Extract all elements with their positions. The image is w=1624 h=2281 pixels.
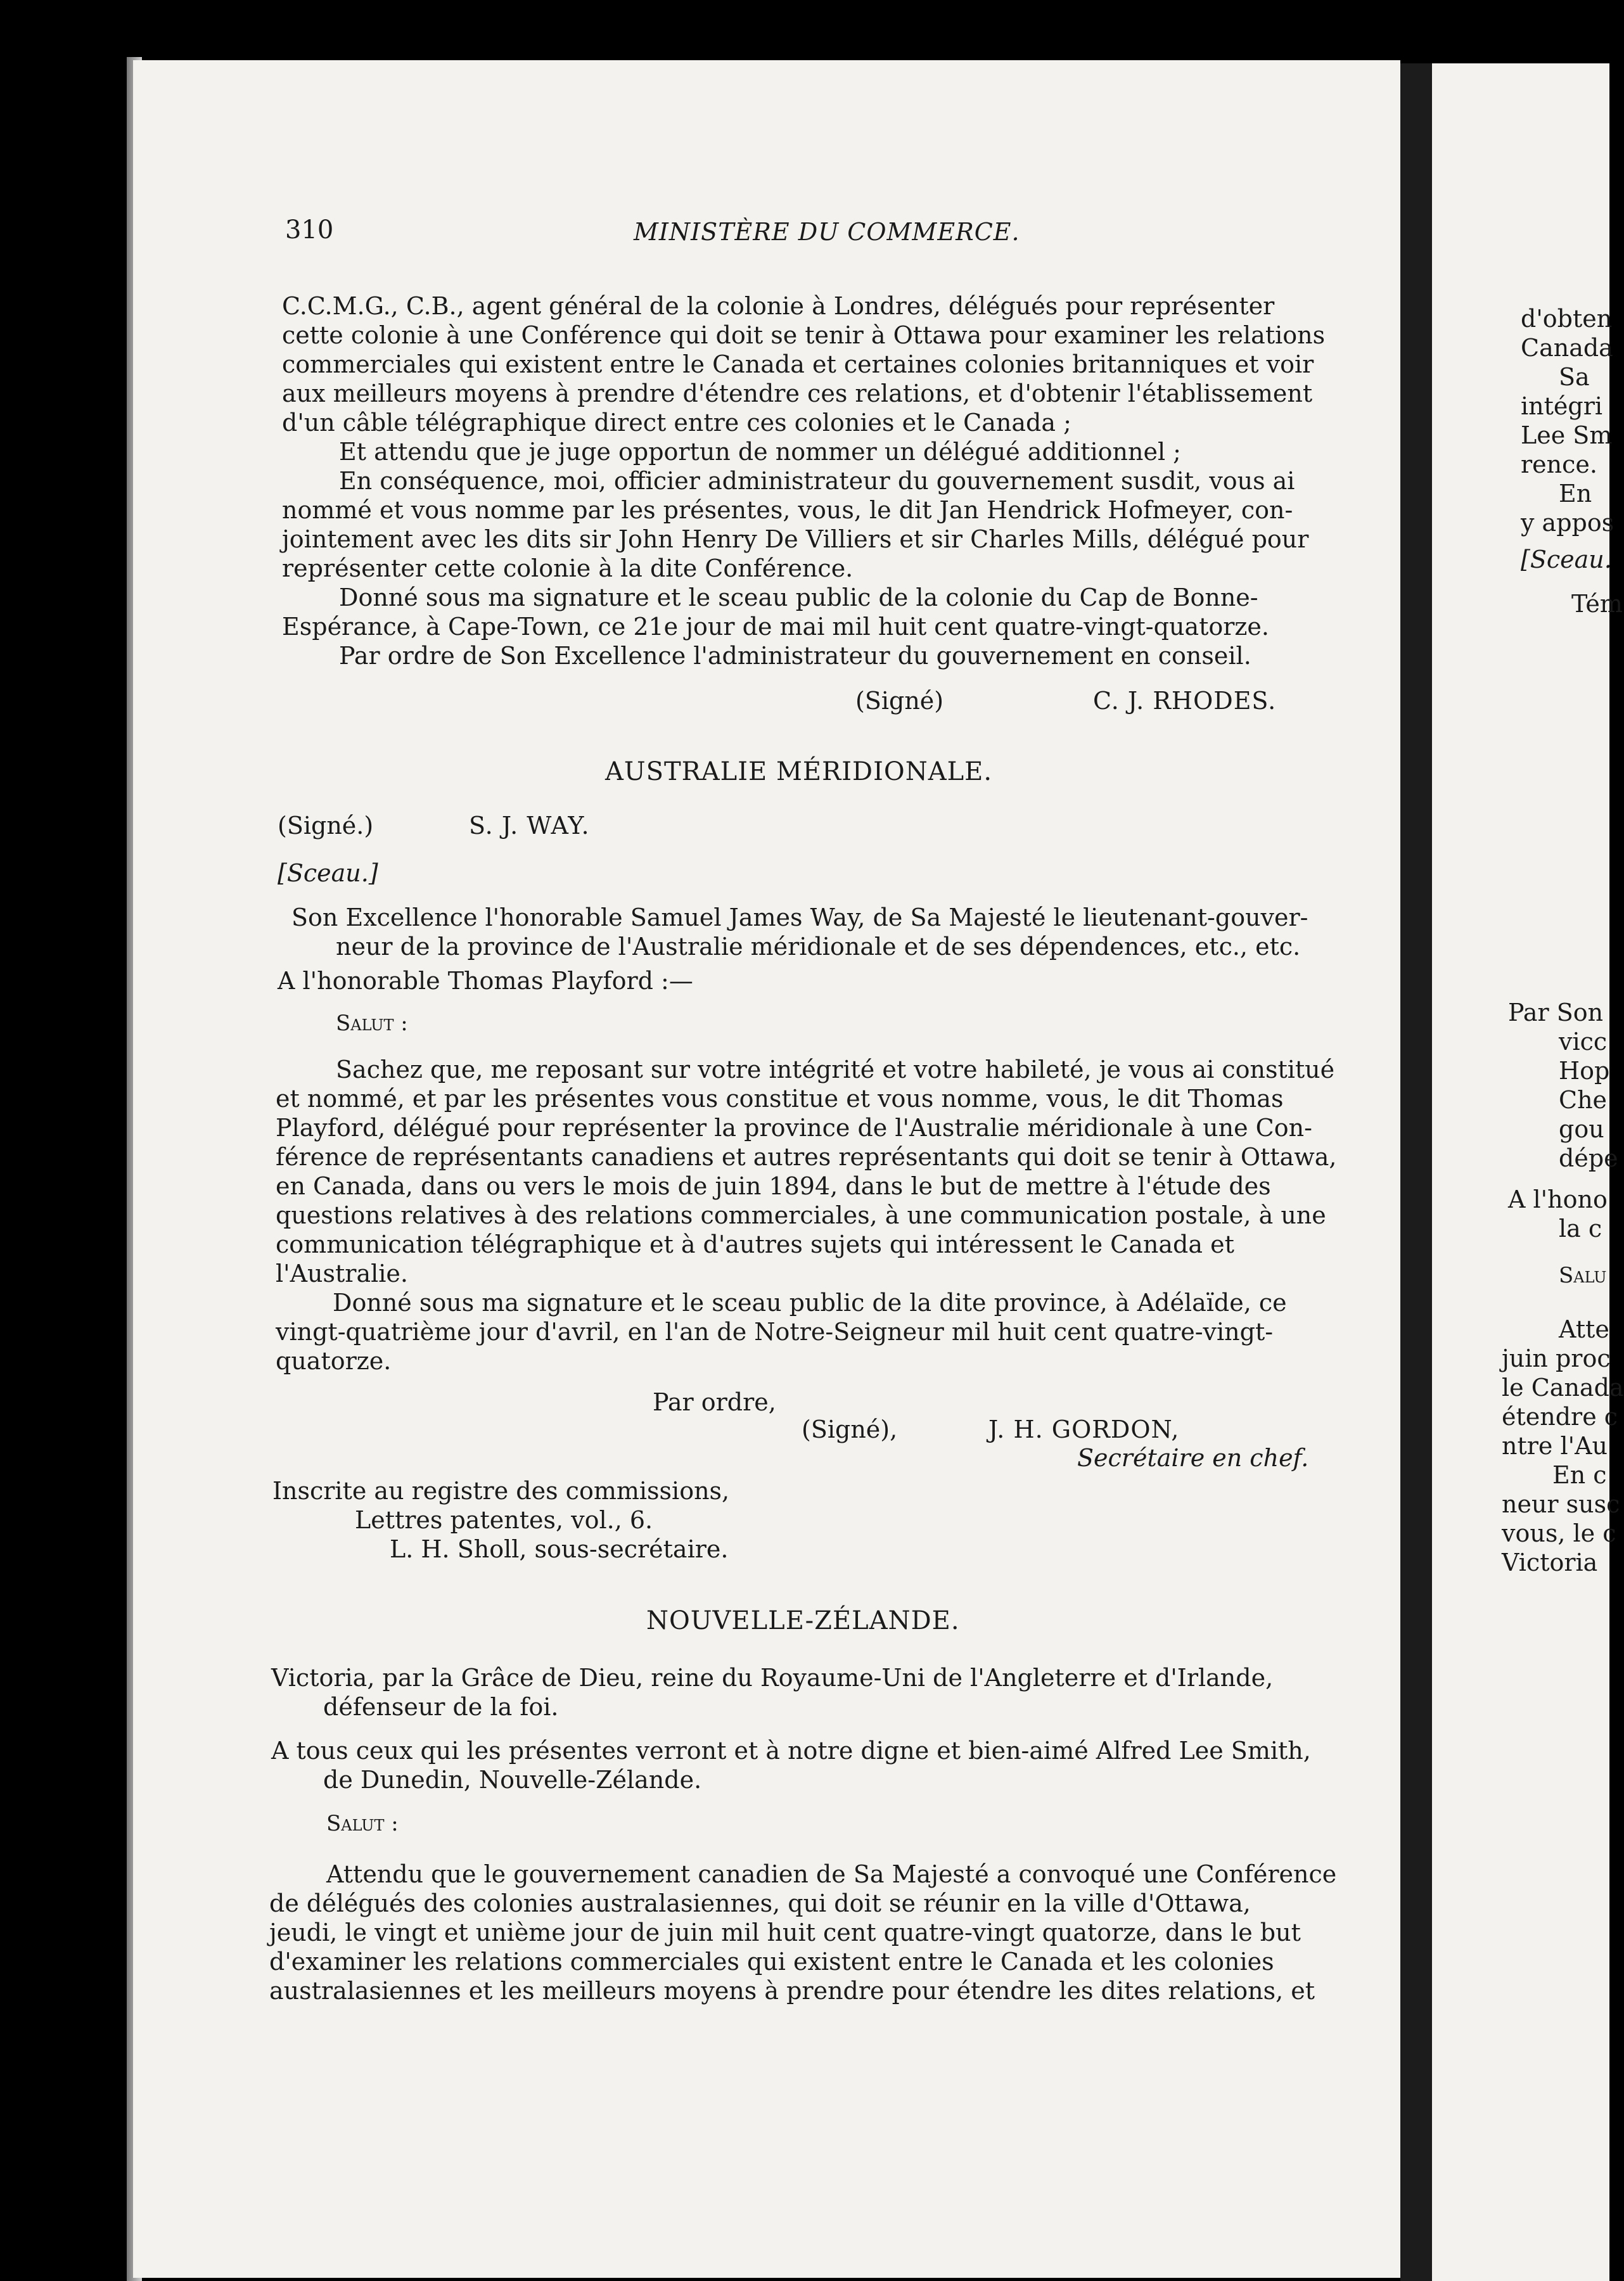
text-line: Canada — [1521, 334, 1613, 362]
text-line: Espérance, à Cape-Town, ce 21e jour de mai mil huit cent quatre-vingt-quatorze. — [282, 613, 1269, 641]
signature-name: J. H. GORDON, — [988, 1415, 1180, 1443]
seal-mark: [Sceau.] — [278, 859, 378, 887]
text-line: gou — [1559, 1115, 1604, 1143]
signature-name: S. J. WAY. — [469, 812, 590, 840]
text-line: Hop — [1559, 1057, 1610, 1085]
text-line: nommé et vous nomme par les présentes, vous, le dit Jan Hendrick Hofmeyer, con- — [282, 496, 1293, 524]
text-line: dépe — [1559, 1144, 1618, 1172]
left-page — [133, 60, 1400, 2278]
text-line: la c — [1559, 1215, 1602, 1243]
text-line: jointement avec les dits sir John Henry De Villiers et sir Charles Mills, délégué pour — [282, 525, 1309, 553]
text-line: vingt-quatrième jour d'avril, en l'an de Notre-Seigneur mil huit cent quatre-vingt- — [276, 1318, 1274, 1346]
text-line: de Dunedin, Nouvelle-Zélande. — [323, 1766, 702, 1794]
salut: Salut : — [336, 1011, 408, 1036]
text-line: quatorze. — [276, 1347, 392, 1375]
text-line: rence. — [1521, 450, 1597, 478]
text-line: En — [1559, 480, 1592, 508]
text-line: Salu — [1559, 1263, 1607, 1288]
text-line: juin proc — [1502, 1345, 1611, 1372]
page-number: 310 — [285, 215, 334, 245]
addressee: A l'honorable Thomas Playford :— — [278, 967, 693, 995]
text-line: Lettres patentes, vol., 6. — [355, 1506, 653, 1534]
text-line: défenseur de la foi. — [323, 1693, 559, 1721]
text-line: étendre c — [1502, 1403, 1618, 1431]
text-line: Sachez que, me reposant sur votre intégrité et votre habileté, je vous ai constitué — [336, 1056, 1335, 1083]
text-line: Et attendu que je juge opportun de nommer un délégué additionnel ; — [339, 438, 1181, 466]
signed-label: (Signé.) — [278, 812, 374, 840]
text-line: cette colonie à une Conférence qui doit se tenir à Ottawa pour examiner les relations — [282, 321, 1326, 349]
signed-label: (Signé) — [855, 687, 944, 715]
text-line: Lee Sm — [1521, 421, 1613, 449]
section-heading: NOUVELLE-ZÉLANDE. — [646, 1606, 960, 1635]
text-line: Che — [1559, 1086, 1608, 1114]
section-heading: AUSTRALIE MÉRIDIONALE. — [605, 757, 993, 786]
signer-title: Secrétaire en chef. — [1077, 1444, 1309, 1472]
text-line: vicc — [1559, 1028, 1608, 1056]
text-line: Atte — [1559, 1315, 1609, 1343]
text-line: Donné sous ma signature et le sceau public de la colonie du Cap de Bonne- — [339, 584, 1258, 611]
text-line: de délégués des colonies australasiennes, qui doit se réunir en la ville d'Ottawa, — [269, 1889, 1251, 1917]
text-line: représenter cette colonie à la dite Conférence. — [282, 554, 854, 582]
text-line: A l'hono — [1508, 1185, 1608, 1213]
text-line: Victoria, par la Grâce de Dieu, reine du Royaume-Uni de l'Angleterre et d'Irlande, — [271, 1664, 1274, 1692]
text-line: intégri — [1521, 392, 1603, 420]
order-label: Par ordre, — [653, 1388, 776, 1416]
text-line: communication télégraphique et à d'autres sujets qui intéressent le Canada et — [276, 1230, 1234, 1258]
text-line: en Canada, dans ou vers le mois de juin 1894, dans le but de mettre à l'étude des — [276, 1172, 1271, 1200]
text-line: Tém — [1571, 590, 1623, 618]
page-gutter — [1400, 63, 1432, 2281]
text-line: vous, le c — [1502, 1519, 1616, 1547]
text-line: le Canada — [1502, 1374, 1624, 1402]
text-line: Sa — [1559, 363, 1590, 391]
text-line: d'obten — [1521, 305, 1613, 333]
text-line: australasiennes et les meilleurs moyens à prendre pour étendre les dites relations, et — [269, 1977, 1315, 2005]
text-line: En c — [1552, 1461, 1607, 1489]
text-line: neur de la province de l'Australie méridionale et de ses dépendences, etc., etc. — [336, 933, 1301, 961]
text-line: commerciales qui existent entre le Canada et certaines colonies britanniques et voir — [282, 350, 1314, 378]
text-line: d'un câble télégraphique direct entre ces colonies et le Canada ; — [282, 409, 1071, 437]
text-line: Victoria — [1502, 1549, 1598, 1576]
text-line: neur susc — [1502, 1490, 1620, 1518]
signature-name: C. J. RHODES. — [1093, 687, 1277, 715]
text-line: En conséquence, moi, officier administrateur du gouvernement susdit, vous ai — [339, 467, 1295, 495]
text-line: Attendu que le gouvernement canadien de Sa Majesté a convoqué une Conférence — [326, 1860, 1337, 1888]
text-line: [Sceau. — [1521, 546, 1612, 573]
text-line: Donné sous ma signature et le sceau public de la dite province, à Adélaïde, ce — [333, 1289, 1287, 1317]
salut: Salut : — [326, 1811, 399, 1836]
text-line: questions relatives à des relations commerciales, à une communication postale, à une — [276, 1201, 1326, 1229]
text-line: Playford, délégué pour représenter la province de l'Australie méridionale à une Con- — [276, 1114, 1312, 1142]
right-page — [1432, 63, 1624, 2281]
text-line: ntre l'Au — [1502, 1432, 1608, 1460]
text-line: Par ordre de Son Excellence l'administrateur du gouvernement en conseil. — [339, 642, 1251, 670]
text-line: L. H. Sholl, sous-secrétaire. — [390, 1535, 729, 1563]
text-line: Par Son — [1508, 999, 1604, 1026]
text-line: jeudi, le vingt et unième jour de juin mil huit cent quatre-vingt quatorze, dans le but — [269, 1919, 1301, 1946]
running-title: MINISTÈRE DU COMMERCE. — [634, 218, 1020, 246]
signed-label: (Signé), — [802, 1415, 898, 1443]
text-line: Son Excellence l'honorable Samuel James Way, de Sa Majesté le lieutenant-gouver- — [291, 904, 1308, 931]
text-line: férence de représentants canadiens et autres représentants qui doit se tenir à Ottawa, — [276, 1143, 1337, 1171]
text-line: et nommé, et par les présentes vous constitue et vous nomme, vous, le dit Thomas — [276, 1085, 1284, 1113]
text-line: aux meilleurs moyens à prendre d'étendre ces relations, et d'obtenir l'établissement — [282, 380, 1313, 407]
text-line: d'examiner les relations commerciales qui existent entre le Canada et les colonies — [269, 1948, 1274, 1976]
text-line: l'Australie. — [276, 1260, 408, 1287]
text-line: C.C.M.G., C.B., agent général de la colonie à Londres, délégués pour représenter — [282, 292, 1275, 320]
text-line: A tous ceux qui les présentes verront et à notre digne et bien-aimé Alfred Lee Smith, — [271, 1737, 1311, 1765]
text-line: y appos — [1521, 509, 1614, 537]
text-line: Inscrite au registre des commissions, — [272, 1477, 730, 1505]
